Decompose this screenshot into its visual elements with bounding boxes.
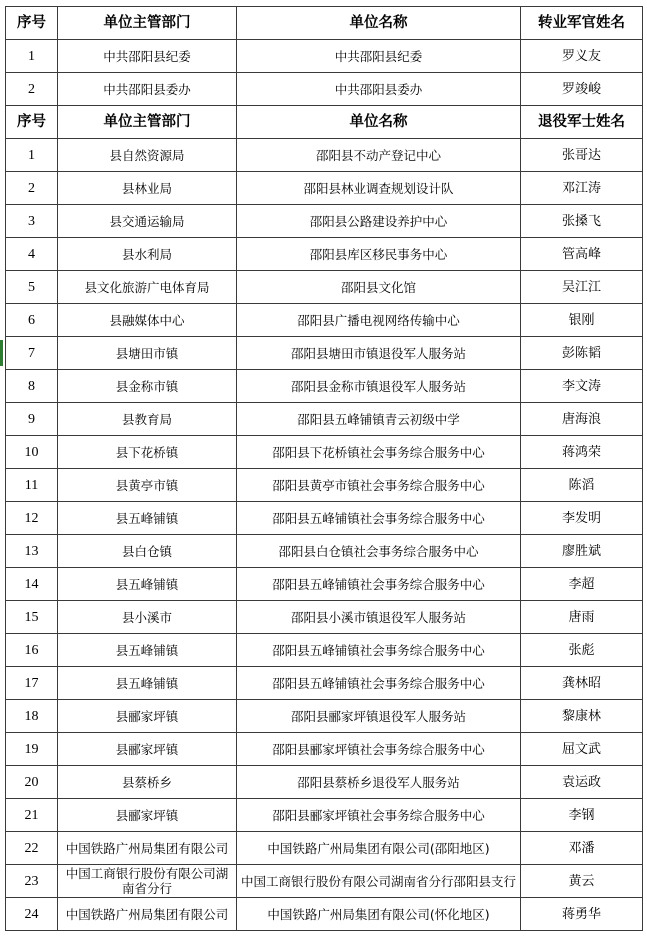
cell-name: 银刚	[521, 304, 643, 337]
header-seq: 序号	[6, 106, 58, 139]
cell-dept: 县白仓镇	[58, 535, 237, 568]
cell-dept: 中共邵阳县纪委	[58, 40, 237, 73]
cell-unit: 邵阳县郦家坪镇社会事务综合服务中心	[237, 733, 521, 766]
table-row	[6, 238, 643, 271]
cell-dept: 县交通运输局	[58, 205, 237, 238]
cell-dept: 县教育局	[58, 403, 237, 436]
table-header-row	[6, 106, 643, 139]
cell-unit: 中国铁路广州局集团有限公司(怀化地区)	[237, 898, 521, 931]
cell-dept: 县五峰铺镇	[58, 634, 237, 667]
cell-seq: 17	[6, 667, 58, 700]
cell-name: 罗义友	[521, 40, 643, 73]
cell-unit: 邵阳县下花桥镇社会事务综合服务中心	[237, 436, 521, 469]
cell-unit: 邵阳县五峰铺镇社会事务综合服务中心	[237, 667, 521, 700]
cell-seq: 8	[6, 370, 58, 403]
cell-name: 管高峰	[521, 238, 643, 271]
cell-seq: 14	[6, 568, 58, 601]
cell-unit: 邵阳县蔡桥乡退役军人服务站	[237, 766, 521, 799]
cell-dept: 县郦家坪镇	[58, 733, 237, 766]
cell-unit: 中国工商银行股份有限公司湖南省分行邵阳县支行	[237, 865, 521, 898]
table-row	[6, 766, 643, 799]
table-row	[6, 139, 643, 172]
cell-seq: 9	[6, 403, 58, 436]
cell-seq: 2	[6, 73, 58, 106]
cell-dept: 中国工商银行股份有限公司湖南省分行	[58, 865, 237, 898]
cell-seq: 5	[6, 271, 58, 304]
table-row	[6, 436, 643, 469]
cell-name: 黄云	[521, 865, 643, 898]
cell-dept: 县水利局	[58, 238, 237, 271]
cell-dept: 县塘田市镇	[58, 337, 237, 370]
cell-unit: 邵阳县五峰铺镇社会事务综合服务中心	[237, 634, 521, 667]
cell-unit: 邵阳县广播电视网络传输中心	[237, 304, 521, 337]
row-selection-marker	[0, 340, 3, 366]
cell-dept: 县金称市镇	[58, 370, 237, 403]
cell-seq: 15	[6, 601, 58, 634]
cell-seq: 20	[6, 766, 58, 799]
table-row	[6, 304, 643, 337]
cell-name: 李发明	[521, 502, 643, 535]
table-row	[6, 634, 643, 667]
cell-unit: 邵阳县塘田市镇退役军人服务站	[237, 337, 521, 370]
cell-dept: 县自然资源局	[58, 139, 237, 172]
cell-name: 吴江江	[521, 271, 643, 304]
table-row	[6, 733, 643, 766]
header-unit: 单位名称	[237, 106, 521, 139]
cell-dept: 县蔡桥乡	[58, 766, 237, 799]
cell-name: 蒋鸿荣	[521, 436, 643, 469]
cell-name: 陈滔	[521, 469, 643, 502]
cell-dept: 县五峰铺镇	[58, 568, 237, 601]
cell-dept: 县融媒体中心	[58, 304, 237, 337]
table-row	[6, 502, 643, 535]
cell-dept: 县五峰铺镇	[58, 502, 237, 535]
cell-seq: 1	[6, 40, 58, 73]
cell-unit: 邵阳县库区移民事务中心	[237, 238, 521, 271]
cell-name: 罗竣峻	[521, 73, 643, 106]
cell-name: 邓江涛	[521, 172, 643, 205]
cell-unit: 邵阳县郦家坪镇社会事务综合服务中心	[237, 799, 521, 832]
cell-seq: 2	[6, 172, 58, 205]
cell-name: 袁运政	[521, 766, 643, 799]
header-name: 退役军士姓名	[521, 106, 643, 139]
table-row	[6, 568, 643, 601]
table-row	[6, 865, 643, 898]
header-dept: 单位主管部门	[58, 7, 237, 40]
cell-unit: 邵阳县五峰铺镇社会事务综合服务中心	[237, 568, 521, 601]
header-unit: 单位名称	[237, 7, 521, 40]
cell-seq: 1	[6, 139, 58, 172]
cell-dept: 县下花桥镇	[58, 436, 237, 469]
cell-seq: 3	[6, 205, 58, 238]
cell-name: 李超	[521, 568, 643, 601]
cell-dept: 县郦家坪镇	[58, 700, 237, 733]
cell-seq: 23	[6, 865, 58, 898]
placement-table	[5, 6, 643, 931]
cell-name: 邓潘	[521, 832, 643, 865]
header-seq: 序号	[6, 7, 58, 40]
cell-seq: 19	[6, 733, 58, 766]
table-row	[6, 832, 643, 865]
table-row	[6, 469, 643, 502]
table-header-row	[6, 7, 643, 40]
cell-name: 张哥达	[521, 139, 643, 172]
cell-seq: 18	[6, 700, 58, 733]
cell-unit: 邵阳县林业调查规划设计队	[237, 172, 521, 205]
table-row	[6, 667, 643, 700]
header-dept: 单位主管部门	[58, 106, 237, 139]
table-row	[6, 799, 643, 832]
cell-seq: 10	[6, 436, 58, 469]
header-name: 转业军官姓名	[521, 7, 643, 40]
cell-unit: 邵阳县文化馆	[237, 271, 521, 304]
table-row	[6, 403, 643, 436]
cell-name: 屈文武	[521, 733, 643, 766]
cell-name: 廖胜斌	[521, 535, 643, 568]
table-row	[6, 172, 643, 205]
table-row	[6, 205, 643, 238]
cell-name: 唐雨	[521, 601, 643, 634]
cell-unit: 邵阳县黄亭市镇社会事务综合服务中心	[237, 469, 521, 502]
cell-unit: 邵阳县不动产登记中心	[237, 139, 521, 172]
cell-seq: 16	[6, 634, 58, 667]
cell-seq: 24	[6, 898, 58, 931]
table-row	[6, 898, 643, 931]
cell-seq: 7	[6, 337, 58, 370]
table-body	[6, 7, 643, 931]
cell-seq: 4	[6, 238, 58, 271]
cell-unit: 邵阳县白仓镇社会事务综合服务中心	[237, 535, 521, 568]
cell-seq: 6	[6, 304, 58, 337]
cell-name: 李钢	[521, 799, 643, 832]
cell-dept: 县林业局	[58, 172, 237, 205]
cell-dept: 县郦家坪镇	[58, 799, 237, 832]
cell-unit: 中国铁路广州局集团有限公司(邵阳地区)	[237, 832, 521, 865]
table-row	[6, 700, 643, 733]
table-row	[6, 40, 643, 73]
cell-name: 李文涛	[521, 370, 643, 403]
cell-seq: 21	[6, 799, 58, 832]
cell-name: 张搡飞	[521, 205, 643, 238]
cell-dept: 县文化旅游广电体育局	[58, 271, 237, 304]
cell-name: 龚林昭	[521, 667, 643, 700]
cell-unit: 中共邵阳县委办	[237, 73, 521, 106]
cell-unit: 邵阳县五峰铺镇社会事务综合服务中心	[237, 502, 521, 535]
cell-name: 张彪	[521, 634, 643, 667]
cell-dept: 县小溪市	[58, 601, 237, 634]
cell-dept: 县五峰铺镇	[58, 667, 237, 700]
table-row	[6, 370, 643, 403]
cell-dept: 中国铁路广州局集团有限公司	[58, 898, 237, 931]
cell-seq: 13	[6, 535, 58, 568]
table-row	[6, 535, 643, 568]
cell-name: 黎康林	[521, 700, 643, 733]
table-row	[6, 271, 643, 304]
cell-seq: 22	[6, 832, 58, 865]
cell-dept: 中国铁路广州局集团有限公司	[58, 832, 237, 865]
cell-unit: 中共邵阳县纪委	[237, 40, 521, 73]
cell-dept: 县黄亭市镇	[58, 469, 237, 502]
cell-unit: 邵阳县郦家坪镇退役军人服务站	[237, 700, 521, 733]
table-row	[6, 601, 643, 634]
cell-unit: 邵阳县公路建设养护中心	[237, 205, 521, 238]
cell-seq: 12	[6, 502, 58, 535]
table-row	[6, 73, 643, 106]
cell-dept: 中共邵阳县委办	[58, 73, 237, 106]
cell-name: 蒋勇华	[521, 898, 643, 931]
cell-name: 唐海浪	[521, 403, 643, 436]
cell-unit: 邵阳县金称市镇退役军人服务站	[237, 370, 521, 403]
cell-unit: 邵阳县五峰铺镇青云初级中学	[237, 403, 521, 436]
table-row	[6, 337, 643, 370]
cell-seq: 11	[6, 469, 58, 502]
cell-name: 彭陈韬	[521, 337, 643, 370]
cell-unit: 邵阳县小溪市镇退役军人服务站	[237, 601, 521, 634]
